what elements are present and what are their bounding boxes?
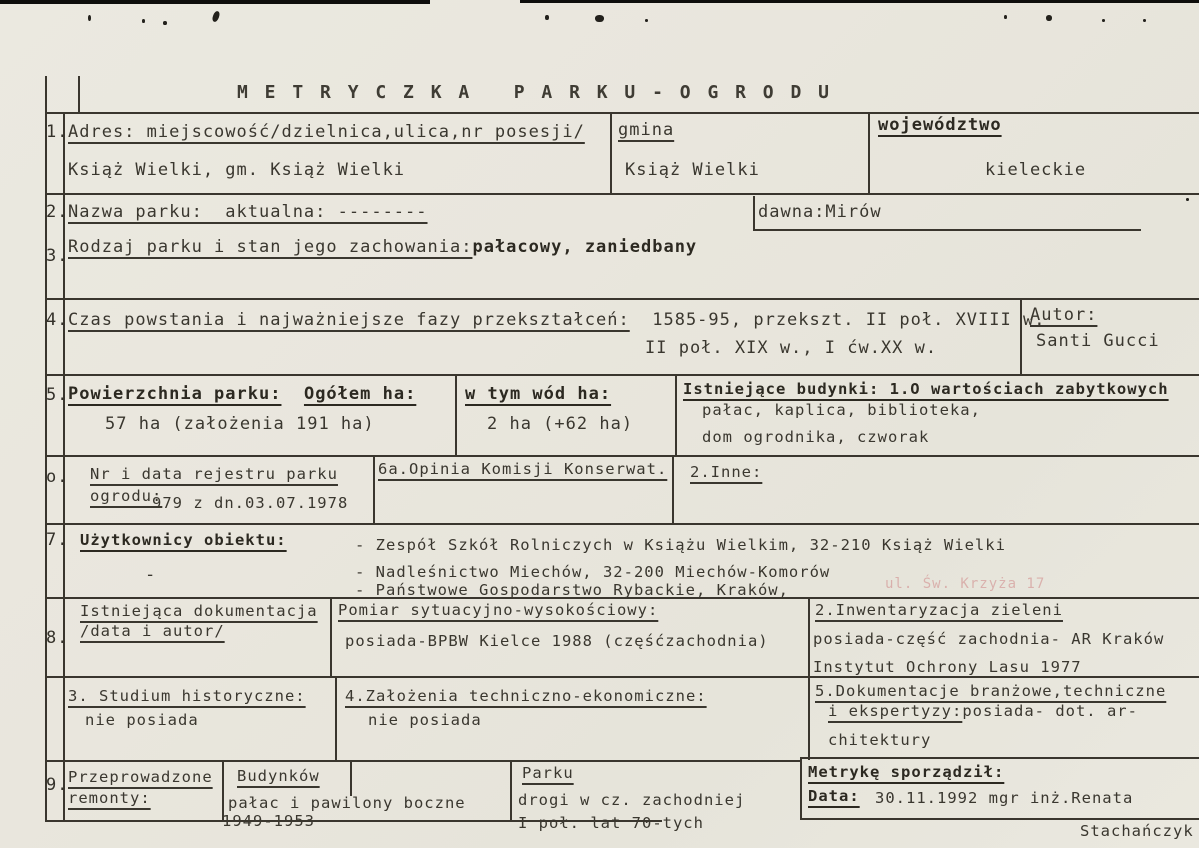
nazwa-parku-label: Nazwa parku: aktualna: --------: [68, 202, 428, 222]
metryka-label: Metrykę sporządził:: [808, 763, 1005, 781]
autor-label: Autor:: [1030, 305, 1098, 325]
autor-value: Santi Gucci: [1036, 331, 1160, 351]
branżowe-label2: i ekspertyzy:: [828, 702, 963, 720]
row7-number: 7.: [46, 530, 69, 550]
budynkow-value2: 1949-1953: [222, 812, 315, 830]
parku-label: Parku: [522, 764, 574, 782]
scan-edge-artifact: [0, 0, 430, 4]
gmina-label: gmina: [618, 120, 675, 140]
table-border: [672, 457, 674, 523]
budynki-value1: pałac, kaplica, biblioteka,: [702, 401, 981, 419]
data-label: Data:: [808, 787, 860, 805]
row1-number: 1.: [46, 122, 69, 142]
table-border: [455, 374, 457, 455]
table-border: [510, 760, 512, 822]
inwentaryzacja-label: 2.Inwentaryzacja zieleni: [815, 601, 1063, 619]
budynki-value2: dom ogrodnika, czworak: [702, 428, 930, 446]
row9-number: 9.: [46, 775, 69, 795]
scan-edge-artifact: [520, 0, 1199, 3]
table-border: [610, 112, 612, 193]
budynkow-label: Budynków: [237, 767, 320, 785]
rodzaj-parku-line: [68, 237, 697, 258]
uzytkownik-3: - Państwowe Gospodarstwo Rybackie, Kraków,: [355, 581, 789, 599]
dawna-value: dawna:Mirów: [758, 202, 882, 222]
table-border: [45, 298, 1199, 300]
scan-speck: [1143, 19, 1146, 22]
table-border: [330, 597, 332, 676]
table-border: [753, 196, 755, 231]
table-border: [45, 76, 47, 112]
table-border: [373, 457, 375, 523]
table-border: [78, 76, 80, 112]
powierzchnia-label: Powierzchnia parku:: [68, 384, 282, 404]
wojewodztwo-label: województwo: [878, 115, 1002, 135]
uzytkownicy-label: Użytkownicy obiektu:: [80, 531, 287, 549]
powierzchnia-line: [68, 384, 416, 405]
dokumentacja-label2: /data i autor/: [80, 622, 225, 640]
scan-speck: [595, 15, 604, 22]
pomiar-label: Pomiar sytuacyjno-wysokościowy:: [338, 601, 659, 619]
data-value1: 30.11.1992 mgr inż.Renata: [875, 789, 1134, 807]
table-border: [45, 193, 1199, 195]
budynki-label: Istniejące budynki: 1.O wartościach zabytkowych: [683, 380, 1169, 398]
wod-value: 2 ha (+62 ha): [487, 414, 634, 434]
table-border: [675, 374, 677, 455]
zalozenia-label: 4.Założenia techniczno-ekonomiczne:: [345, 687, 707, 705]
studium-value: nie posiada: [85, 711, 199, 729]
studium-label: 3. Studium historyczne:: [68, 687, 306, 705]
row2-number: 2.: [46, 202, 69, 222]
row6-number: o.: [46, 467, 69, 487]
table-border: [800, 757, 1199, 759]
czas-powstania-value2: II poł. XIX w., I ćw.XX w.: [645, 338, 938, 358]
inwentaryzacja-value2: Instytut Ochrony Lasu 1977: [813, 658, 1082, 676]
rejestr-label1: Nr i data rejestru parku: [90, 465, 338, 483]
scan-speck: [1186, 198, 1189, 201]
scan-speck: [545, 15, 549, 20]
scan-speck: [645, 19, 648, 22]
opinia-label: 6a.Opinia Komisji Konserwat.: [378, 460, 668, 478]
wod-label: w tym wód ha:: [465, 384, 612, 404]
branżowe-value1: posiada- dot. ar-: [962, 702, 1138, 720]
remonty-label2: remonty:: [68, 789, 151, 807]
remonty-label1: Przeprowadzone: [68, 768, 213, 786]
scan-speck: [1004, 15, 1007, 19]
branżowe-line2: [828, 702, 1138, 721]
rodzaj-parku-label: Rodzaj parku i stan jego zachowania:: [68, 237, 473, 257]
rejestr-label2: ogrodu:: [90, 487, 163, 505]
table-border: [808, 597, 810, 760]
faint-stamp: ul. Św. Krzyża 17: [885, 576, 1046, 592]
parku-value2: I poł. lat 70-tych: [518, 814, 704, 832]
table-border: [335, 676, 337, 760]
dokumentacja-label1: Istniejąca dokumentacja: [80, 602, 318, 620]
adres-label: Adres: miejscowość/dzielnica,ulica,nr posesji/: [68, 122, 585, 142]
table-border: [45, 374, 1199, 376]
row5-number: 5.: [46, 385, 69, 405]
table-border: [45, 523, 1199, 525]
branżowe-label1: 5.Dokumentacje branżowe,techniczne: [815, 682, 1167, 700]
ogolem-value: 57 ha (założenia 191 ha): [105, 414, 375, 434]
scan-speck: [211, 10, 220, 22]
wojewodztwo-value: kieleckie: [985, 160, 1087, 180]
inne-label: 2.Inne:: [690, 463, 763, 481]
uzytkownik-2: - Nadleśnictwo Miechów, 32-200 Miechów-Komorów: [355, 563, 831, 581]
table-border: [45, 112, 1199, 114]
branżowe-value2: chitektury: [828, 731, 932, 749]
zalozenia-value: nie posiada: [368, 711, 482, 729]
page-title: M E T R Y C Z K A P A R K U - O G R O D U: [237, 82, 832, 103]
scan-speck: [163, 21, 167, 25]
scan-speck: [142, 19, 145, 23]
table-border: [45, 760, 802, 762]
table-border: [802, 818, 1199, 820]
czas-powstania-line: [68, 310, 1045, 331]
table-border: [45, 455, 1199, 457]
inwentaryzacja-value1: posiada-część zachodnia- AR Kraków: [813, 630, 1165, 648]
parku-value1: drogi w cz. zachodniej: [518, 791, 746, 809]
uzytkownik-1: - Zespół Szkół Rolniczych w Książu Wielkim, 32-210 Książ Wielki: [355, 536, 1006, 554]
table-border: [753, 229, 1141, 231]
adres-value: Książ Wielki, gm. Książ Wielki: [68, 160, 406, 180]
row4-number: 4.: [46, 310, 69, 330]
row3-number: 3.: [46, 246, 69, 266]
czas-powstania-label: Czas powstania i najważniejsze fazy przekształceń:: [68, 310, 630, 330]
row8-number: 8.: [46, 628, 69, 648]
table-border: [800, 757, 802, 820]
czas-powstania-value1: 1585-95, przekszt. II poł. XVIII w.: [652, 310, 1046, 330]
rodzaj-parku-value: pałacowy, zaniedbany: [472, 237, 698, 257]
ogolem-label: Ogółem ha:: [303, 384, 417, 404]
pomiar-value: posiada-BPBW Kielce 1988 (częśćzachodnia): [345, 632, 769, 650]
uzytkownicy-dash: -: [145, 565, 157, 585]
scan-speck: [1102, 19, 1105, 22]
table-border: [350, 760, 352, 796]
scan-speck: [1046, 15, 1052, 21]
budynkow-value1: pałac i pawilony boczne: [228, 794, 466, 812]
data-value2: Stachańczyk: [1080, 822, 1194, 840]
table-border: [222, 760, 224, 820]
gmina-value: Książ Wielki: [625, 160, 760, 180]
rejestr-value: 979 z dn.03.07.1978: [152, 494, 349, 512]
scan-speck: [88, 15, 91, 21]
table-border: [868, 112, 870, 193]
